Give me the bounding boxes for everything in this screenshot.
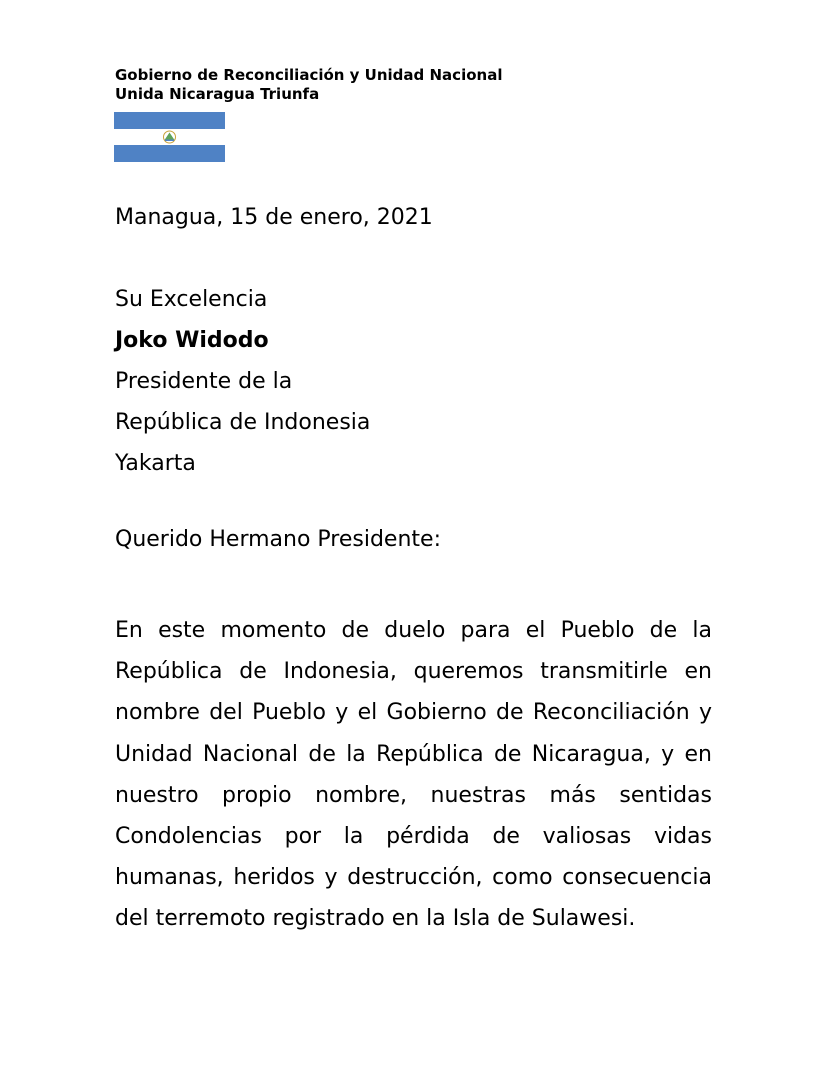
flag-stripe-top	[114, 112, 225, 129]
recipient-honorific: Su Excelencia	[115, 287, 268, 312]
letter-salutation: Querido Hermano Presidente:	[115, 527, 441, 552]
recipient-title-line-1: Presidente de la	[115, 369, 293, 394]
recipient-city: Yakarta	[115, 451, 196, 476]
letterhead	[115, 66, 502, 104]
letterhead-slogan: Unida Nicaragua Triunfa	[115, 85, 320, 103]
flag-stripe-bottom	[114, 145, 225, 162]
recipient-block	[115, 285, 370, 490]
letter-date: Managua, 15 de enero, 2021	[115, 205, 433, 230]
nicaragua-flag-icon	[114, 112, 225, 162]
recipient-name: Joko Widodo	[115, 328, 269, 353]
letter-body-paragraph: En este momento de duelo para el Pueblo de la República de Indonesia, queremos transmitirle en nombre del Pueblo y el Gobierno de Reconciliación y Unidad Nacional de la República de Nicaragua, y en nuestro propio nombre, nuestras más sentidas Condolencias por la pérdida de valiosas vidas humanas, heridos y destrucción, como consecuencia del terremoto registrado en la Isla de Sulawesi.	[115, 618, 712, 932]
recipient-title-line-2: República de Indonesia	[115, 410, 371, 435]
letterhead-government-name: Gobierno de Reconciliación y Unidad Nacional	[115, 66, 503, 84]
